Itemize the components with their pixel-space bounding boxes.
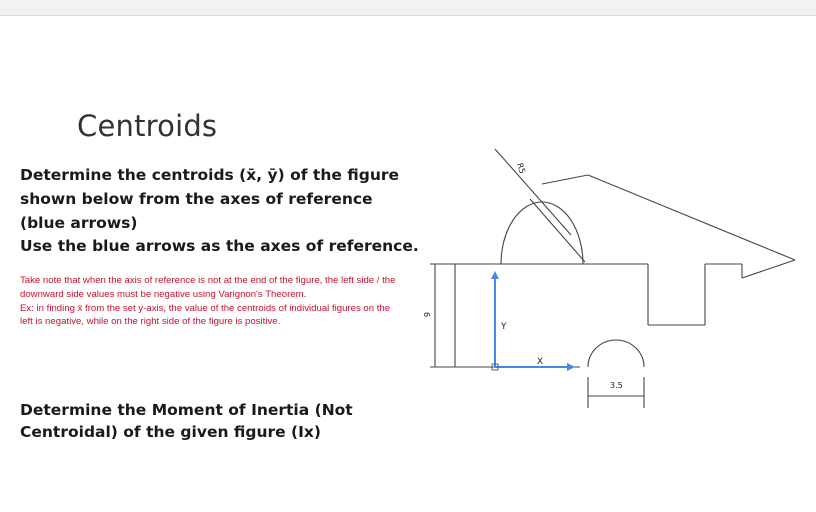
slide <box>0 15 816 512</box>
semicircle-r5 <box>501 202 583 264</box>
example-text: Ex: in finding x̄ from the set y-axis, the value of the centroids of individual figures on the left is negative, while on the right side of the figure is positive. <box>20 302 391 328</box>
centroid-question: Determine the centroids (x̄, ȳ) of the figure shown below from the axes of reference (blue arrows) <box>20 166 400 232</box>
triangle-hypotenuse <box>588 175 795 260</box>
height-label: 6 <box>422 312 431 318</box>
radius-line <box>495 149 571 235</box>
composite-figure-diagram <box>0 16 816 512</box>
note-text: Take note that when the axis of reference is not at the end of the figure, the left side / the downward side values must be negative using Varignon's Theorem. <box>20 275 396 300</box>
y-axis-label: Y <box>501 322 507 332</box>
step-right-top <box>742 260 795 278</box>
slide-title: Centroids <box>77 109 218 143</box>
x-axis-arrowhead <box>567 363 575 371</box>
moment-of-inertia-question: Determine the Moment of Inertia (Not Centroidal) of the given figure (Ix) <box>20 401 353 441</box>
y-axis-arrowhead <box>491 271 499 279</box>
x-axis-label: X <box>537 357 544 367</box>
axes-instruction: Use the blue arrows as the axes of reference. <box>20 237 419 255</box>
triangle-top-edge <box>542 175 588 184</box>
semicircle-cutout <box>588 340 644 367</box>
radius-label: R5 <box>515 161 527 175</box>
width-label: 3.5 <box>610 381 623 390</box>
